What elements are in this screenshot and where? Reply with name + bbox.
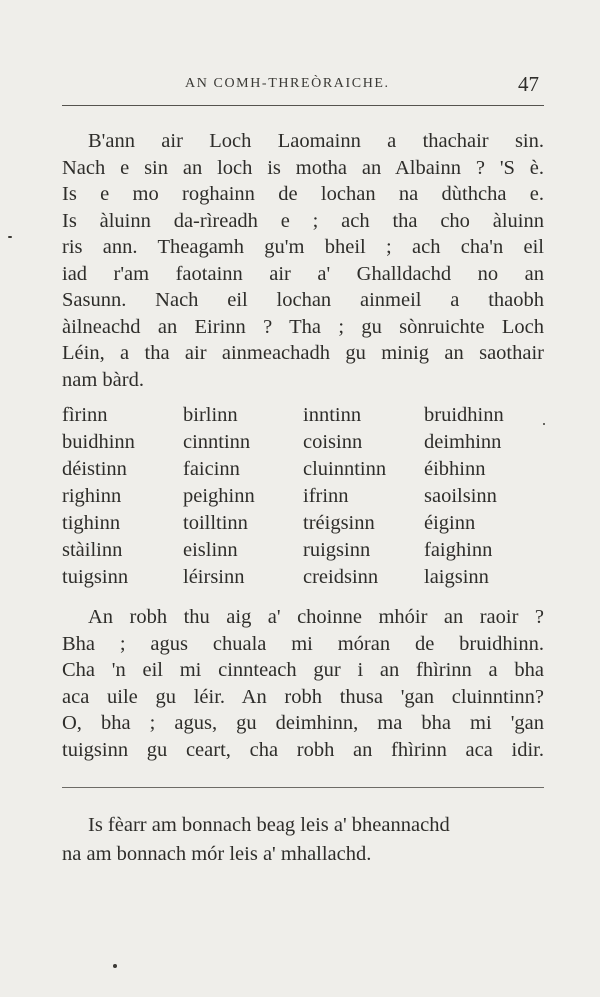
paragraph-1-line: B'ann air Loch Laomainn a thachair sin. — [88, 130, 544, 152]
word-list-row — [62, 566, 544, 593]
paragraph-2-line: tuigsinn gu ceart, cha robh an fhìrinn aca idir. — [62, 738, 544, 761]
paragraph-2-line: An robh thu aig a' choinne mhóir an raoir ? — [88, 606, 544, 628]
paragraph-2-line: aca uile gu léir. An robh thusa 'gan cluinntinn? — [62, 685, 544, 708]
word: cluinntinn — [303, 458, 387, 480]
word: ifrinn — [303, 485, 349, 507]
word: peighinn — [183, 485, 255, 507]
word: saoilsinn — [424, 485, 497, 507]
word: faighinn — [424, 539, 493, 561]
word-list — [62, 404, 544, 593]
page-speck — [8, 236, 12, 238]
paragraph-2-line: O, bha ; agus, gu deimhinn, ma bha mi 'gan — [62, 712, 544, 734]
word: tréigsinn — [303, 512, 375, 534]
page-speck — [113, 964, 117, 968]
word: éibhinn — [424, 458, 486, 480]
paragraph-1-line: Sasunn. Nach eil lochan ainmeil a thaobh — [62, 289, 544, 311]
word: déistinn — [62, 458, 127, 480]
paragraph-2 — [62, 604, 544, 763]
proverb — [62, 811, 544, 869]
header-rule — [62, 105, 544, 106]
paragraph-1-line: Is e mo roghainn de lochan na dùthcha e. — [62, 183, 544, 205]
word: léirsinn — [183, 566, 245, 588]
word: ruigsinn — [303, 539, 371, 561]
word: birlinn — [183, 404, 238, 426]
paragraph-1-line: Is àluinn da-rìreadh e ; ach tha cho àluinn — [62, 209, 544, 232]
section-rule — [62, 787, 544, 788]
word: toilltinn — [183, 512, 248, 534]
word: eislinn — [183, 539, 238, 561]
word: fìrinn — [62, 404, 108, 426]
paragraph-1 — [62, 128, 544, 393]
word: tuigsinn — [62, 566, 129, 588]
running-head: AN COMH-THREÒRAICHE. — [185, 76, 390, 91]
paragraph-1-line: Léin, a tha air ainmeachadh gu minig an saothair — [62, 342, 544, 364]
word: cinntinn — [183, 431, 251, 453]
word: laigsinn — [424, 566, 489, 588]
word: éiginn — [424, 512, 476, 534]
word: stàilinn — [62, 539, 123, 561]
paragraph-1-line: iad r'am faotainn air a' Ghalldachd no an — [62, 262, 544, 285]
proverb-line-1: Is fèarr am bonnach beag leis a' bheannachd — [88, 814, 450, 836]
word: righinn — [62, 485, 122, 507]
paragraph-1-line: àilneachd an Eirinn ? Tha ; gu sònruichte Loch — [62, 315, 544, 338]
paragraph-2-line: Cha 'n eil mi cinnteach gur i an fhìrinn a bha — [62, 659, 544, 681]
page-number: 47 — [518, 72, 539, 96]
word-list-row — [62, 404, 544, 431]
word-list-row — [62, 458, 544, 485]
word: inntinn — [303, 404, 362, 426]
word-list-row — [62, 539, 544, 566]
word-list-row — [62, 431, 544, 458]
paragraph-2-line: Bha ; agus chuala mi móran de bruidhinn. — [62, 632, 544, 655]
word: faicinn — [183, 458, 240, 480]
proverb-line-2: na am bonnach mór leis a' mhallachd. — [62, 843, 372, 865]
word: creidsinn — [303, 566, 379, 588]
paragraph-1-line: nam bàrd. — [62, 368, 144, 391]
word-list-row — [62, 485, 544, 512]
paragraph-1-line: Nach e sin an loch is motha an Albainn ? 'S è. — [62, 156, 544, 179]
page-speck — [543, 423, 545, 425]
word: deimhinn — [424, 431, 502, 453]
word: tighinn — [62, 512, 121, 534]
paragraph-1-line: ris ann. Theagamh gu'm bheil ; ach cha'n eil — [62, 236, 544, 258]
word: bruidhinn — [424, 404, 504, 426]
word: coisinn — [303, 431, 363, 453]
word-list-row — [62, 512, 544, 539]
word: buidhinn — [62, 431, 135, 453]
